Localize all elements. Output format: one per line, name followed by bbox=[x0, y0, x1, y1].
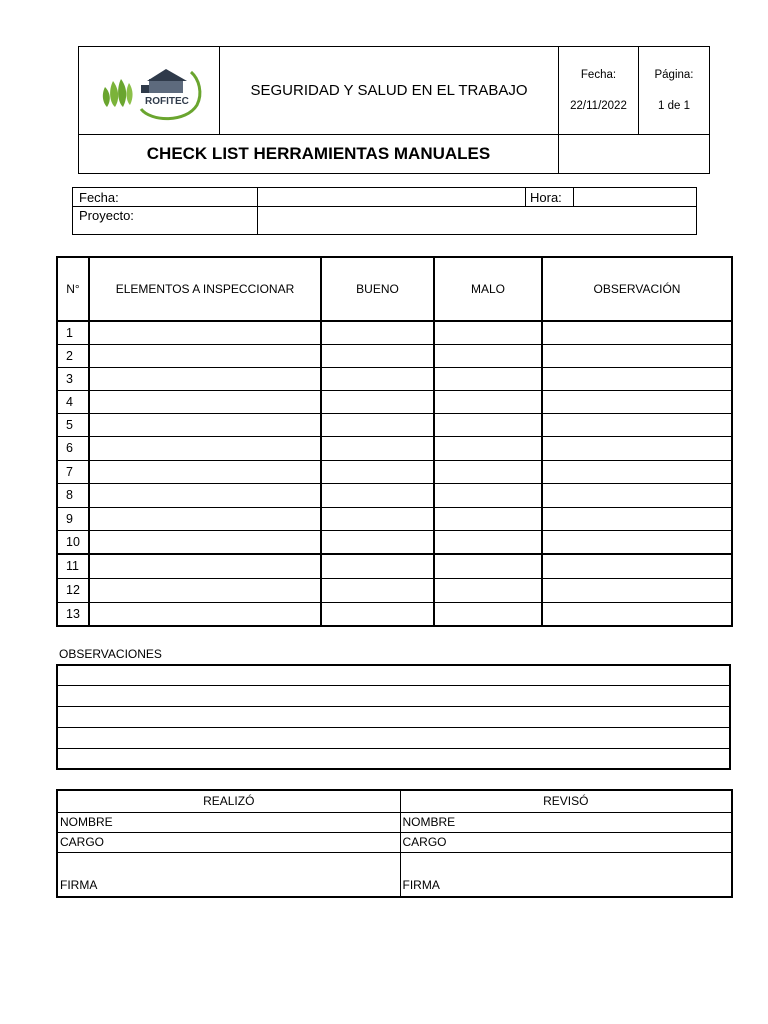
table-row bbox=[57, 390, 732, 413]
col-header-number: N° bbox=[57, 257, 89, 321]
element-cell[interactable] bbox=[89, 554, 321, 578]
col-header-observacion: OBSERVACIÓN bbox=[542, 257, 732, 321]
realizo-cargo[interactable]: CARGO bbox=[57, 832, 400, 852]
table-row bbox=[57, 530, 732, 554]
observaciones-label: OBSERVACIONES bbox=[59, 647, 162, 661]
row-number: 4 bbox=[57, 390, 89, 413]
bueno-cell[interactable] bbox=[321, 344, 434, 367]
malo-cell[interactable] bbox=[434, 321, 542, 344]
element-cell[interactable] bbox=[89, 530, 321, 554]
malo-cell[interactable] bbox=[434, 602, 542, 626]
table-row bbox=[57, 413, 732, 436]
bueno-cell[interactable] bbox=[321, 530, 434, 554]
row-number: 5 bbox=[57, 413, 89, 436]
element-cell[interactable] bbox=[89, 483, 321, 507]
malo-cell[interactable] bbox=[434, 413, 542, 436]
element-cell[interactable] bbox=[89, 460, 321, 483]
malo-cell[interactable] bbox=[434, 483, 542, 507]
row-number: 3 bbox=[57, 367, 89, 390]
table-row bbox=[57, 344, 732, 367]
org-title: SEGURIDAD Y SALUD EN EL TRABAJO bbox=[220, 47, 559, 135]
observaciones-box bbox=[56, 664, 731, 770]
malo-cell[interactable] bbox=[434, 530, 542, 554]
row-number: 7 bbox=[57, 460, 89, 483]
element-cell[interactable] bbox=[89, 436, 321, 460]
col-header-bueno: BUENO bbox=[321, 257, 434, 321]
proyecto-field[interactable] bbox=[258, 207, 697, 235]
malo-cell[interactable] bbox=[434, 367, 542, 390]
fecha-field[interactable] bbox=[258, 188, 526, 207]
malo-cell[interactable] bbox=[434, 436, 542, 460]
table-row bbox=[57, 602, 732, 626]
bueno-cell[interactable] bbox=[321, 460, 434, 483]
header-empty-cell bbox=[559, 135, 710, 174]
row-number: 6 bbox=[57, 436, 89, 460]
hora-label: Hora: bbox=[526, 188, 574, 207]
observacion-cell[interactable] bbox=[542, 507, 732, 530]
observacion-cell[interactable] bbox=[542, 554, 732, 578]
malo-cell[interactable] bbox=[434, 390, 542, 413]
row-number: 11 bbox=[57, 554, 89, 578]
element-cell[interactable] bbox=[89, 507, 321, 530]
company-logo bbox=[91, 57, 211, 127]
observaciones-line[interactable] bbox=[57, 686, 730, 707]
bueno-cell[interactable] bbox=[321, 367, 434, 390]
observaciones-line[interactable] bbox=[57, 707, 730, 728]
logo-text: ROFITEC bbox=[145, 96, 189, 107]
table-row bbox=[57, 483, 732, 507]
bueno-cell[interactable] bbox=[321, 390, 434, 413]
observacion-cell[interactable] bbox=[542, 390, 732, 413]
row-number: 12 bbox=[57, 578, 89, 602]
bueno-cell[interactable] bbox=[321, 413, 434, 436]
inspection-table bbox=[56, 256, 733, 627]
observacion-cell[interactable] bbox=[542, 483, 732, 507]
observacion-cell[interactable] bbox=[542, 413, 732, 436]
row-number: 2 bbox=[57, 344, 89, 367]
page-label: Página: bbox=[654, 69, 694, 81]
malo-cell[interactable] bbox=[434, 507, 542, 530]
table-row bbox=[57, 554, 732, 578]
row-number: 1 bbox=[57, 321, 89, 344]
table-row bbox=[57, 367, 732, 390]
table-row bbox=[57, 460, 732, 483]
info-table bbox=[72, 187, 697, 235]
date-value: 22/11/2022 bbox=[570, 100, 627, 112]
document-header bbox=[78, 46, 710, 174]
proyecto-label: Proyecto: bbox=[73, 207, 258, 235]
bueno-cell[interactable] bbox=[321, 321, 434, 344]
table-row bbox=[57, 507, 732, 530]
observacion-cell[interactable] bbox=[542, 602, 732, 626]
element-cell[interactable] bbox=[89, 390, 321, 413]
observacion-cell[interactable] bbox=[542, 436, 732, 460]
observaciones-line[interactable] bbox=[57, 727, 730, 748]
malo-cell[interactable] bbox=[434, 460, 542, 483]
col-header-malo: MALO bbox=[434, 257, 542, 321]
reviso-nombre[interactable]: NOMBRE bbox=[400, 812, 732, 832]
row-number: 8 bbox=[57, 483, 89, 507]
bueno-cell[interactable] bbox=[321, 578, 434, 602]
observacion-cell[interactable] bbox=[542, 578, 732, 602]
element-cell[interactable] bbox=[89, 578, 321, 602]
date-cell bbox=[559, 47, 639, 135]
hora-field[interactable] bbox=[574, 188, 697, 207]
malo-cell[interactable] bbox=[434, 578, 542, 602]
observacion-cell[interactable] bbox=[542, 460, 732, 483]
fecha-label: Fecha: bbox=[73, 188, 258, 207]
observacion-cell[interactable] bbox=[542, 344, 732, 367]
malo-cell[interactable] bbox=[434, 344, 542, 367]
realizo-nombre[interactable]: NOMBRE bbox=[57, 812, 400, 832]
row-number: 13 bbox=[57, 602, 89, 626]
element-cell[interactable] bbox=[89, 602, 321, 626]
bueno-cell[interactable] bbox=[321, 507, 434, 530]
reviso-header: REVISÓ bbox=[400, 790, 732, 812]
table-row bbox=[57, 321, 732, 344]
observaciones-line[interactable] bbox=[57, 665, 730, 686]
table-row bbox=[57, 578, 732, 602]
observacion-cell[interactable] bbox=[542, 321, 732, 344]
table-row bbox=[57, 436, 732, 460]
observacion-cell[interactable] bbox=[542, 530, 732, 554]
observaciones-line[interactable] bbox=[57, 748, 730, 769]
observacion-cell[interactable] bbox=[542, 367, 732, 390]
row-number: 9 bbox=[57, 507, 89, 530]
row-number: 10 bbox=[57, 530, 89, 554]
element-cell[interactable] bbox=[89, 321, 321, 344]
bueno-cell[interactable] bbox=[321, 602, 434, 626]
logo-cell bbox=[79, 47, 220, 135]
bueno-cell[interactable] bbox=[321, 554, 434, 578]
element-cell[interactable] bbox=[89, 344, 321, 367]
signature-table bbox=[56, 789, 733, 898]
realizo-firma[interactable]: FIRMA bbox=[57, 852, 400, 897]
reviso-cargo[interactable]: CARGO bbox=[400, 832, 732, 852]
col-header-elements: ELEMENTOS A INSPECCIONAR bbox=[89, 257, 321, 321]
realizo-header: REALIZÓ bbox=[57, 790, 400, 812]
malo-cell[interactable] bbox=[434, 554, 542, 578]
element-cell[interactable] bbox=[89, 413, 321, 436]
page-cell bbox=[639, 47, 710, 135]
bueno-cell[interactable] bbox=[321, 483, 434, 507]
reviso-firma[interactable]: FIRMA bbox=[400, 852, 732, 897]
document-title: CHECK LIST HERRAMIENTAS MANUALES bbox=[79, 135, 559, 174]
date-label: Fecha: bbox=[580, 69, 617, 81]
element-cell[interactable] bbox=[89, 367, 321, 390]
bueno-cell[interactable] bbox=[321, 436, 434, 460]
page-value: 1 de 1 bbox=[658, 100, 690, 112]
